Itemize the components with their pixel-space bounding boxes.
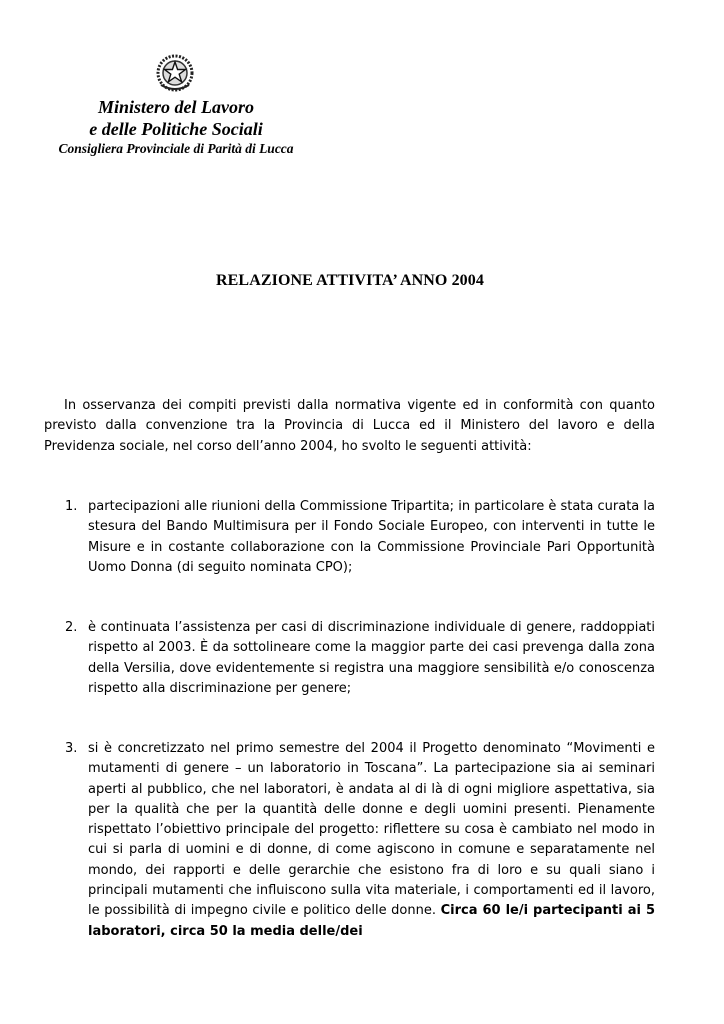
office-name: Consigliera Provinciale di Parità di Lucca [58,141,294,156]
letterhead [30,96,322,158]
list-item-number: 2. [65,620,78,635]
document-title: RELAZIONE ATTIVITA’ ANNO 2004 [216,272,484,289]
list-item-number: 3. [65,741,78,756]
ministry-name: Ministero del Lavoro [98,97,254,117]
intro-paragraph: In osservanza dei compiti previsti dalla normativa vigente ed in conformità con quanto previsto dalla convenzione tra la Provincia di Lucca ed il Ministero del lavoro e della Previdenza sociale, nel corso dell’anno 2004, ho svolto le seguenti attività: [44,398,655,454]
list-item-text: si è concretizzato nel primo semestre del 2004 il Progetto denominato “Movimenti e mutamenti di genere – un laboratorio in Toscana”. La partecipazione sia ai seminari aperti al pubblico, che nel laboratori, è andata al di là di ogni migliore aspettativa, sia per la qualità che per la quantità delle donne e degli uomini presenti. Pienamente rispettato l’obiettivo principale del progetto: riflettere su cosa è cambiato nel modo in cui si parla di uomini e di donne, di come agiscono in comune e separatamente nel mondo, dei rapporti e delle gerarchie che esistono fra di loro e su quali siano i principali mutamenti che influiscono sulla vita materiale, i comportamenti ed il lavoro, le possibilità di impegno civile e politico delle donne. [88,741,655,919]
list-item-text: è continuata l’assistenza per casi di discriminazione individuale di genere, raddoppiati rispetto al 2003. È da sottolineare come la maggior parte dei casi prevenga dalla zona della Versilia, dove evidentemente si registra una maggiore sensibilità e/o conoscenza rispetto alla discriminazione per genere; [88,620,655,696]
list-item-bold-text: Circa 60 le/i partecipanti ai 5 laboratori, circa 50 la media delle/dei [88,903,655,939]
list-item-text-container [88,739,655,942]
ministry-subname: e delle Politiche Sociali [89,119,263,139]
italian-republic-emblem-icon [155,53,195,93]
list-item-text: partecipazioni alle riunioni della Commissione Tripartita; in particolare è stata curata la stesura del Bando Multimisura per il Fondo Sociale Europeo, con interventi in tutte le Misure e in costante collaborazione con la Commissione Provinciale Pari Opportunità Uomo Donna (di seguito nominata CPO); [88,499,655,575]
list-item-number: 1. [65,499,78,514]
